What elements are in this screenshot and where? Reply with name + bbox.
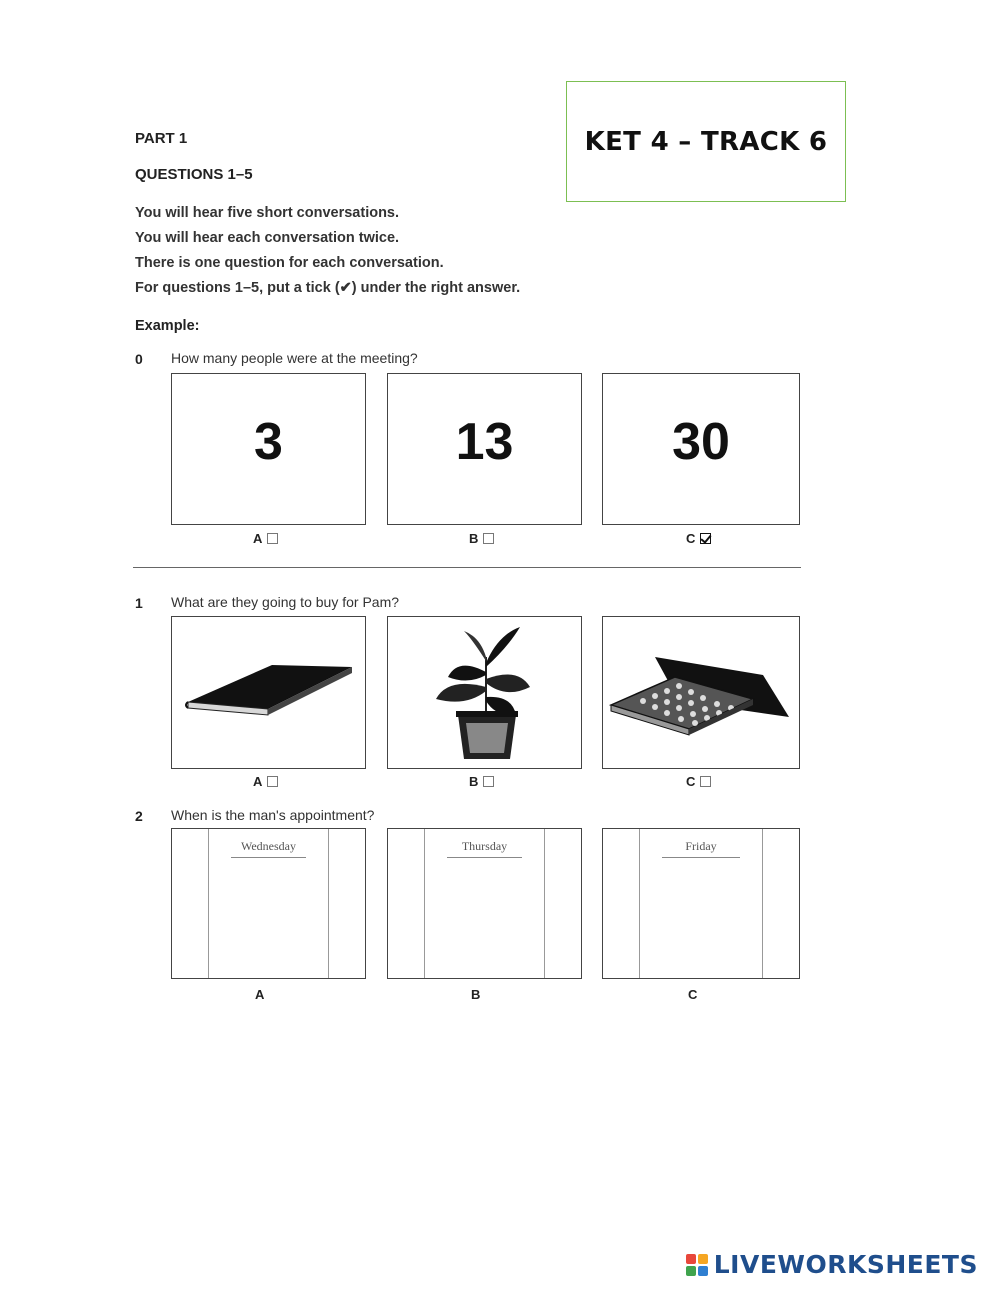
track-label-box [566, 81, 846, 202]
option-letter: A [255, 987, 265, 1002]
option-c-picture [602, 616, 800, 769]
tick-checkbox-checked[interactable] [700, 533, 711, 544]
track-label: KET 4 – TRACK 6 [584, 126, 828, 157]
option-letter: B [469, 531, 479, 546]
option-a-picture [171, 373, 366, 525]
book-icon [172, 617, 364, 767]
question-number: 0 [135, 351, 143, 367]
option-b-picture [387, 828, 582, 979]
divider [133, 567, 801, 568]
calendar-day: Friday [685, 839, 717, 853]
question-text: What are they going to buy for Pam? [171, 594, 400, 610]
instruction-line: There is one question for each conversation. [135, 255, 444, 271]
option-a-label[interactable] [255, 987, 264, 1002]
tick-checkbox[interactable] [483, 776, 494, 787]
option-letter: C [688, 987, 698, 1002]
option-a-choice[interactable] [253, 774, 278, 789]
option-b-picture [387, 616, 582, 769]
option-number: 13 [455, 413, 514, 471]
option-c-picture [602, 373, 800, 525]
option-number: 3 [254, 413, 283, 471]
plant-icon [388, 617, 580, 767]
option-b-choice[interactable] [469, 531, 494, 546]
calendar-day: Thursday [461, 839, 508, 853]
calendar-underline [662, 857, 740, 858]
questions-range-title: QUESTIONS 1–5 [135, 166, 253, 183]
option-letter: C [686, 774, 696, 789]
option-number: 30 [672, 413, 730, 471]
option-c-picture [602, 828, 800, 979]
example-label: Example: [135, 318, 200, 334]
option-b-label[interactable] [471, 987, 480, 1002]
instruction-line: You will hear five short conversations. [135, 205, 400, 221]
option-letter: C [686, 531, 696, 546]
option-letter: B [471, 987, 481, 1002]
option-b-picture [387, 373, 582, 525]
tick-checkbox[interactable] [700, 776, 711, 787]
option-letter: A [253, 531, 263, 546]
question-text: How many people were at the meeting? [171, 350, 418, 366]
option-c-choice[interactable] [686, 774, 711, 789]
instruction-line: You will hear each conversation twice. [135, 230, 400, 246]
question-text: When is the man's appointment? [171, 807, 375, 823]
chocolate-box-icon [603, 617, 798, 767]
option-b-choice[interactable] [469, 774, 494, 789]
question-number: 2 [135, 808, 143, 824]
option-a-picture [171, 828, 366, 979]
option-a-choice[interactable] [253, 531, 278, 546]
calendar-day: Wednesday [240, 839, 296, 853]
option-c-label[interactable] [688, 987, 697, 1002]
calendar-underline [231, 857, 306, 858]
option-c-choice[interactable] [686, 531, 711, 546]
option-a-picture [171, 616, 366, 769]
tick-checkbox[interactable] [483, 533, 494, 544]
calendar-underline [447, 857, 522, 858]
tick-checkbox[interactable] [267, 533, 278, 544]
logo-text: LIVEWORKSHEETS [713, 1250, 978, 1279]
calendar-page [208, 829, 329, 978]
liveworksheets-logo [686, 1250, 978, 1279]
option-letter: A [253, 774, 263, 789]
tick-checkbox[interactable] [267, 776, 278, 787]
instruction-line: For questions 1–5, put a tick (✔) under the right answer. [135, 280, 521, 296]
part-title: PART 1 [135, 130, 188, 147]
calendar-page [424, 829, 545, 978]
option-letter: B [469, 774, 479, 789]
logo-mark-icon [686, 1254, 708, 1276]
calendar-page [639, 829, 763, 978]
question-number: 1 [135, 595, 143, 611]
